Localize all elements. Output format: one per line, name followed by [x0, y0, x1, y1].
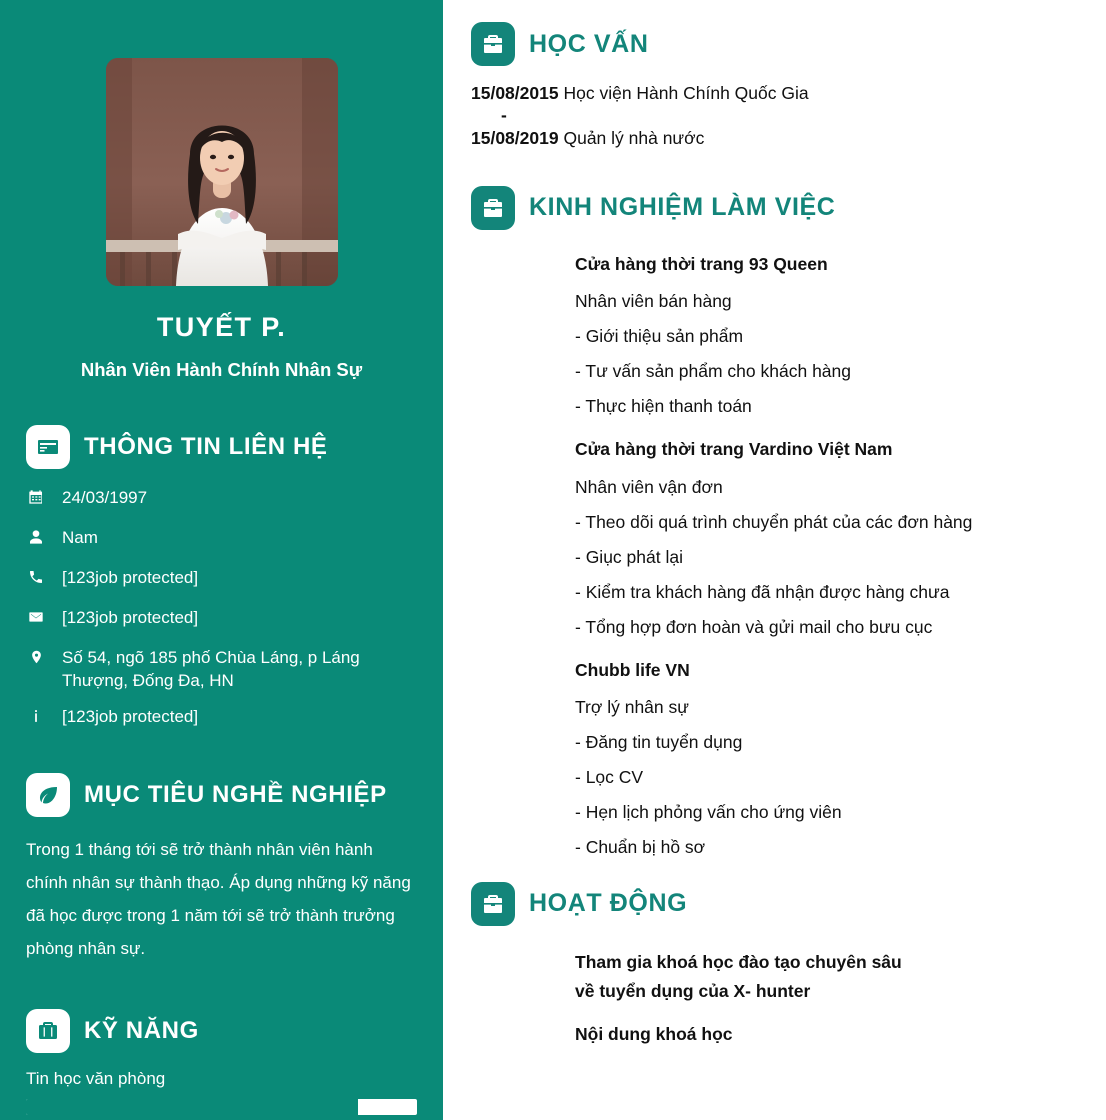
experience-item [471, 437, 1098, 637]
section-title-skills: KỸ NĂNG [84, 1017, 199, 1045]
contact-item-email[interactable] [26, 607, 417, 630]
briefcase-icon [471, 882, 515, 926]
section-title-objective: MỤC TIÊU NGHỀ NGHIỆP [84, 780, 387, 808]
experience-bullet: - Giới thiệu sản phẩm [575, 326, 744, 347]
contact-item-info[interactable] [26, 706, 417, 729]
contact-value: Số 54, ngõ 185 phố Chùa Láng, p Láng Thượng, Đống Đa, HN [62, 647, 360, 690]
activity-title: Tham gia khoá học đào tạo chuyên sâu về tuyển dụng của X- hunter [575, 951, 902, 1001]
experience-bullet: - Giục phát lại [575, 546, 683, 567]
person-name: TUYẾT P. [156, 312, 287, 342]
main-content [443, 0, 1106, 1120]
suitcase-icon [26, 1009, 70, 1053]
section-title-contact: THÔNG TIN LIÊN HỆ [84, 433, 328, 460]
contact-item-phone[interactable] [26, 567, 417, 590]
briefcase-icon [471, 186, 515, 230]
briefcase-icon [471, 22, 515, 66]
experience-bullet: - Lọc CV [575, 766, 644, 787]
experience-item [471, 658, 1098, 858]
section-header-education [471, 22, 1098, 66]
experience-bullet: - Tổng hợp đơn hoàn và gửi mail cho bưu cục [575, 616, 933, 637]
experience-bullet: - Hẹn lịch phỏng vấn cho ứng viên [575, 801, 842, 822]
person-icon [26, 527, 46, 545]
contact-list [26, 487, 417, 729]
experience-role: Nhân viên vận đơn [575, 476, 723, 497]
education-entry [471, 80, 1098, 152]
experience-company: Cửa hàng thời trang 93 Queen [575, 253, 828, 274]
location-pin-icon [26, 647, 46, 665]
contact-value: [123job protected] [62, 567, 199, 587]
info-icon [26, 706, 46, 724]
section-header-activities [471, 882, 1098, 926]
education-major: Quản lý nhà nước [563, 127, 705, 148]
person-job-title: Nhân Viên Hành Chính Nhân Sự [80, 359, 363, 380]
contact-item-address [26, 647, 417, 693]
portrait-photo-illustration [106, 58, 338, 286]
experience-bullet: - Đăng tin tuyển dụng [575, 731, 743, 752]
skill-progress-fill [26, 1099, 358, 1115]
avatar [106, 58, 338, 286]
section-title-experience: KINH NGHIỆM LÀM VIỆC [529, 193, 836, 222]
section-header-contact [26, 425, 417, 469]
education-school: Học viện Hành Chính Quốc Gia [563, 83, 809, 103]
education-date-start: 15/08/2015 [471, 83, 559, 103]
contact-value: 24/03/1997 [62, 488, 148, 507]
contact-value: [123job protected] [62, 607, 199, 627]
id-card-icon [26, 425, 70, 469]
experience-role: Nhân viên bán hàng [575, 291, 732, 312]
experience-bullet: - Theo dõi quá trình chuyển phát của các đơn hàng [575, 511, 973, 532]
activity-item [471, 948, 1098, 1045]
experience-item [471, 252, 1098, 417]
experience-company: Chubb life VN [575, 659, 690, 680]
experience-company: Cửa hàng thời trang Vardino Việt Nam [575, 439, 893, 460]
experience-bullet: - Chuẩn bị hồ sơ [575, 836, 706, 857]
skill-label: Tin học văn phòng [26, 1069, 166, 1089]
education-date-end: 15/08/2019 [471, 127, 559, 148]
activity-subtitle: Nội dung khoá học [575, 1023, 733, 1044]
section-header-skills [26, 1009, 417, 1053]
section-title-activities: HOẠT ĐỘNG [529, 889, 688, 918]
section-header-objective [26, 773, 417, 817]
contact-item-gender [26, 527, 417, 550]
leaf-icon [26, 773, 70, 817]
contact-item-birthdate [26, 487, 417, 510]
sidebar [0, 0, 443, 1120]
phone-icon [26, 567, 46, 585]
avatar-wrapper [26, 0, 417, 286]
objective-text: Trong 1 tháng tới sẽ trở thành nhân viên hành chính nhân sự thành thạo. Áp dụng những kỹ năng đã học được trong 1 năm tới sẽ trở thành trưởng phòng nhân sự. [26, 839, 411, 958]
calendar-icon [26, 487, 46, 505]
section-header-experience [471, 186, 1098, 230]
education-date-separator: - [501, 105, 507, 126]
email-icon [26, 607, 46, 625]
contact-value: [123job protected] [62, 706, 199, 726]
experience-role: Trợ lý nhân sự [575, 696, 689, 717]
contact-value: Nam [62, 527, 98, 547]
experience-bullet: - Tư vấn sản phẩm cho khách hàng [575, 361, 852, 382]
experience-bullet: - Thực hiện thanh toán [575, 396, 752, 417]
section-title-education: HỌC VẤN [529, 29, 649, 58]
skill-progress-bar [26, 1099, 417, 1115]
experience-bullet: - Kiểm tra khách hàng đã nhận được hàng chưa [575, 581, 950, 602]
